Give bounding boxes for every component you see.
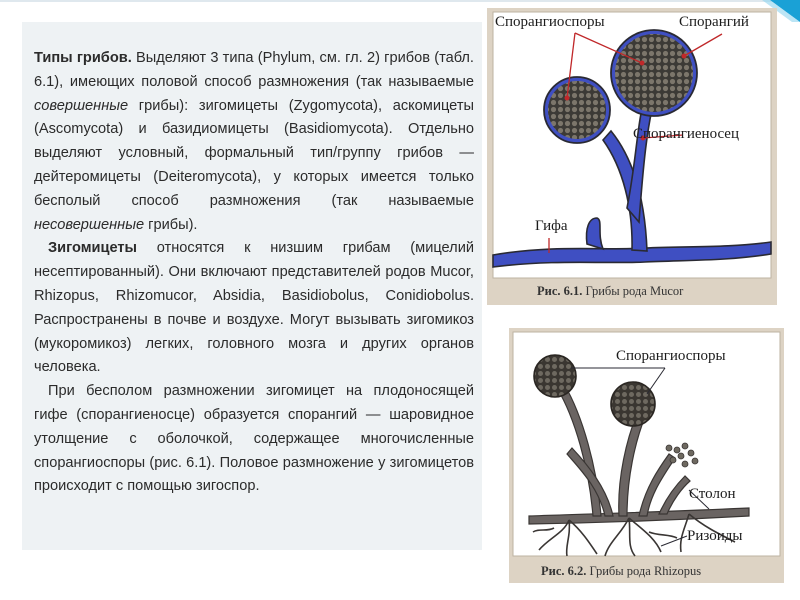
label-sporangiophore: Спорангиеносец <box>633 126 739 142</box>
label-sporangium: Спорангий <box>679 14 749 30</box>
label-sporangiospores: Спорангиоспоры <box>616 348 726 364</box>
label-sporangiospores: Спорангиоспоры <box>495 14 605 30</box>
term-zygomycetes: Зигомицеты <box>48 240 137 257</box>
caption-number: Рис. 6.2. <box>541 564 587 578</box>
figure-caption-mucor <box>537 284 683 299</box>
caption-text: Грибы рода Mucor <box>582 284 684 298</box>
rhizopus-illustration <box>509 328 784 583</box>
paragraph-asexual-reproduction: При бесполом размножении зигомицет на плодоносящей гифе (спорангиеносце) образуется спорангий — шаровидное утолщение с оболочкой, содержащее многочисленные спорангиоспоры (рис. 6.1). Половое размножение у зигомицетов происходит с помощью зигоспор. <box>34 383 474 495</box>
figure-mucor <box>487 8 777 305</box>
sporangium-rhizopus-left <box>534 355 576 397</box>
caption-text: Грибы рода Rhizopus <box>586 564 702 578</box>
figure-rhizopus <box>509 328 784 583</box>
emphasis-imperfect: несовершенные <box>34 216 145 233</box>
paragraph-text: грибы): зигомицеты (Zygomycota), аскомицеты (Ascomycota) и базидиомицеты (Basidiomycota). Отдельно выделяют условный, формальный тип/группу грибов — дейтеромицеты (Deiteromycota), у которых имеется только бесполый способ размножения (так называемые <box>34 97 474 209</box>
paragraph-text: Выделяют 3 типа (Phylum, см. гл. 2) грибов (табл. 6.1), имеющих половой способ размножения (так называемые <box>34 50 474 90</box>
paragraph-text: грибы). <box>144 216 198 233</box>
sporangium-right <box>611 30 697 116</box>
label-rhizoids: Ризоиды <box>687 528 743 544</box>
sporangium-left <box>544 77 610 143</box>
label-stolon: Столон <box>689 486 736 502</box>
sporangium-rhizopus-right <box>611 382 655 426</box>
paragraph-text: относятся к низшим грибам (мицелий несептированный). Они включают представителей родов Mucor, Rhizopus, Rhizomucor, Absidia, Basidiobolus, Conidiobolus. Распространены в почве и воздухе. Могут вызывать зигомикоз (мукоромикоз) легких, головного мозга и других органов человека. <box>34 240 474 376</box>
caption-number: Рис. 6.1. <box>537 284 583 298</box>
slide-top-border <box>0 0 800 2</box>
label-hypha: Гифа <box>535 218 568 234</box>
paragraph-fungi-types <box>34 47 474 237</box>
paragraph-zygomycetes <box>34 237 474 380</box>
mucor-illustration <box>487 8 777 305</box>
term-fungi-types: Типы грибов. <box>34 50 132 66</box>
textbook-excerpt <box>34 47 474 499</box>
emphasis-perfect: совершенные <box>34 97 129 114</box>
figure-caption-rhizopus <box>541 564 701 579</box>
